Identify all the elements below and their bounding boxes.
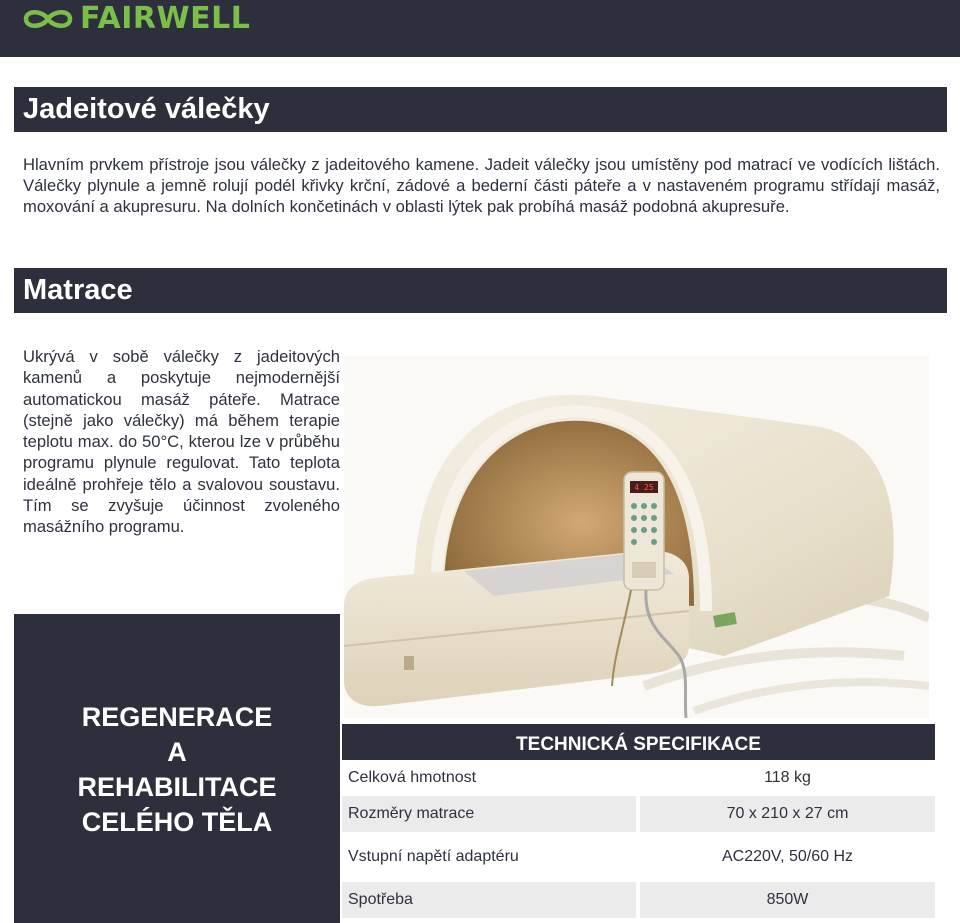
section-title: Jadeitové válečky — [23, 93, 270, 125]
section-title: Matrace — [23, 274, 133, 306]
spec-value: AC220V, 50/60 Hz — [640, 832, 935, 882]
product-photo — [344, 356, 929, 718]
section-header-jade-rollers — [14, 87, 947, 132]
spec-label: Rozměry matrace — [342, 796, 636, 832]
table-row — [342, 760, 935, 796]
regeneration-banner — [14, 614, 340, 923]
infinity-icon — [22, 2, 74, 36]
brand-name: FAIRWELL — [80, 1, 251, 36]
spec-label: Spotřeba — [342, 882, 636, 918]
jade-rollers-paragraph: Hlavním prvkem přístroje jsou válečky z jadeitového kamene. Jadeit válečky jsou umístěny pod matrací ve vodících lištách. Válečky plynule a jemně rolují podél křivky krční, zádové a bederní části páteře a v nastaveném programu střídají masáž, moxování a akupresuru. Na dolních končetinách v oblasti lýtek pak probíhá masáž podobná akupresuře. — [23, 155, 940, 216]
controller-display: 4 25 — [634, 483, 654, 492]
table-row — [342, 796, 935, 832]
section-header-mattress — [14, 268, 947, 313]
technical-spec-table — [342, 724, 935, 918]
spec-value: 850W — [640, 882, 935, 918]
massage-bed-illustration — [344, 356, 929, 718]
spec-value: 70 x 210 x 27 cm — [640, 796, 935, 832]
spec-value: 118 kg — [640, 760, 935, 796]
table-row — [342, 832, 935, 882]
spec-label: Celková hmotnost — [342, 760, 636, 796]
mattress-paragraph: Ukrývá v sobě válečky z jadeitových kamenů a poskytuje nejmodernější automatickou masáž páteře. Matrace (stejně jako válečky) má během terapie teplotu max. do 50°C, kterou lze v průběhu programu plynule regulovat. Tato teplota ideálně prohřeje tělo a svalovou soustavu. Tím se zvyšuje účinnost zvoleného masážního programu. — [23, 347, 340, 537]
banner-text: REGENERACE A REHABILITACE CELÉHO TĚLA — [77, 702, 277, 837]
table-row — [342, 882, 935, 918]
spec-title: TECHNICKÁ SPECIFIKACE — [342, 724, 935, 760]
brand-logo[interactable] — [22, 2, 250, 36]
spec-label: Vstupní napětí adaptéru — [342, 832, 636, 882]
header-bar — [0, 0, 960, 57]
